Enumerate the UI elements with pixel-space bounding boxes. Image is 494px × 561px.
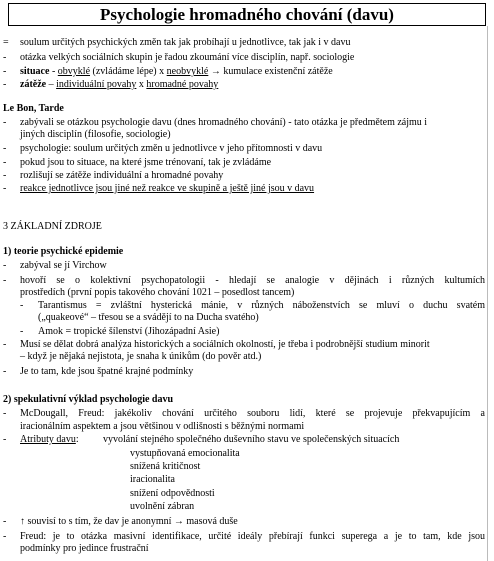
bullet: - <box>3 79 7 90</box>
bullet: - <box>20 326 24 337</box>
lebon-item-5: reakce jednotlivce jsou jiné než reakce ve skupině a ještě jiné jsou v davu <box>20 183 315 194</box>
s1-item-d: Amok = tropické šílenství (Jihozápadní Asie) <box>38 326 220 337</box>
bullet: - <box>3 516 7 527</box>
s1-item-f: Je to tam, kde jsou špatné krajné podmínky <box>20 366 194 377</box>
intro-line-3: situace - obvyklé (zvládáme lépe) x neobvyklé → kumulace existenční zátěže <box>20 66 333 77</box>
bullet: - <box>3 408 7 419</box>
lebon-item-2: psychologie: soulum určitých změn u jednotlivce v jeho přítomnosti v davu <box>20 143 323 154</box>
s1-item-b2: prostředích (první popis takového chování 1021 – posedlost tancem) <box>20 287 295 298</box>
bullet: - <box>3 52 7 63</box>
bullet: - <box>3 66 7 77</box>
bullet: - <box>3 183 7 194</box>
section-heading-lebon: Le Bon, Tarde <box>3 103 64 114</box>
attribute-2: vystupňovaná emocionalita <box>130 448 240 459</box>
s2-item-a1: McDougall, Freud: jakékoliv chování určitého souboru lidí, které se projevuje překvapujícím a <box>20 408 485 419</box>
bullet: - <box>3 434 7 445</box>
attribute-6: uvolnění zábran <box>130 501 195 512</box>
bullet: - <box>3 366 7 377</box>
bullet: - <box>3 260 7 271</box>
s1-item-c2: („quakeové“ – třesou se a svádějí to na Ducha svatého) <box>38 312 259 323</box>
bullet: - <box>3 170 7 181</box>
s1-item-c1: Tarantismus = zvláštní hysterická mánie, v různých náboženstvích se mluví o duchu svatém <box>38 300 485 311</box>
bullet: - <box>3 143 7 154</box>
lebon-item-1b: jiných disciplín (filosofie, sociologie) <box>20 129 171 140</box>
s2-item-a2: iracionálním aspektem a jsou většinou v odlišnosti s běžnými normami <box>20 421 305 432</box>
lebon-item-3: pokud jsou to situace, na které jsme trénovaní, tak je zvládáme <box>20 157 272 168</box>
title-box <box>8 3 486 26</box>
s2-item-b: ↑ souvisí to s tím, že dav je anonymní → masová duše <box>20 516 238 527</box>
attribute-4: iracionalita <box>130 474 175 485</box>
s1-item-e2: – když je nějaká nejistota, je snaha k únikům (do pověr atd.) <box>20 351 262 362</box>
s2-item-c2: podmínky pro jedince frustrační <box>20 543 149 554</box>
page-title: Psychologie hromadného chování (davu) <box>100 5 394 24</box>
s1-item-a: zabýval se jí Virchow <box>20 260 107 271</box>
s1-item-e1: Musí se dělat dobrá analýza historických a sociálních okolností, je třeba i podrobnější studium minorit <box>20 339 430 350</box>
right-page-edge <box>487 26 488 561</box>
equals-mark: = <box>3 37 9 48</box>
attribute-5: snížení odpovědnosti <box>130 488 215 499</box>
s1-item-b1: hovoří se o kolektivní psychopatologii - hledají se analogie v dějinách i různých kultumích <box>20 275 485 286</box>
bullet: - <box>3 531 7 542</box>
subsection-heading-2: 2) spekulativní výklad psychologie davu <box>3 394 174 405</box>
intro-line-2: otázka velkých sociálních skupin je řadou zkoumání více disciplín, např. sociologie <box>20 52 355 63</box>
attribute-1: vyvolání stejného společného duševního stavu ve společenských situacích <box>103 434 400 445</box>
section-heading-sources: 3 ZÁKLADNÍ ZDROJE <box>3 221 102 232</box>
bullet: - <box>20 300 24 311</box>
s2-item-c1: Freud: je to otázka masivní identifikace, určité ideály přebírají funkci superega a je to tam, kde jsou <box>20 531 485 542</box>
attribute-3: snížená kritičnost <box>130 461 201 472</box>
lebon-item-4: rozlišují se zátěže individuální a hromadné povahy <box>20 170 224 181</box>
lebon-item-1a: zabývali se otázkou psychologie davu (dnes hromadného chování) - tato otázka je předmětem zájmu i <box>20 117 428 128</box>
bullet: - <box>3 275 7 286</box>
subsection-heading-1: 1) teorie psychické epidemie <box>3 246 124 257</box>
attributes-label: Atributy davu: <box>20 434 79 445</box>
intro-line-1: soulum určitých psychických změn tak jak probíhají u jednotlivce, tak jak i v davu <box>20 37 351 48</box>
intro-line-4: zátěže – individuální povahy x hromadné povahy <box>20 79 219 90</box>
bullet: - <box>3 157 7 168</box>
bullet: - <box>3 339 7 350</box>
bullet: - <box>3 117 7 128</box>
